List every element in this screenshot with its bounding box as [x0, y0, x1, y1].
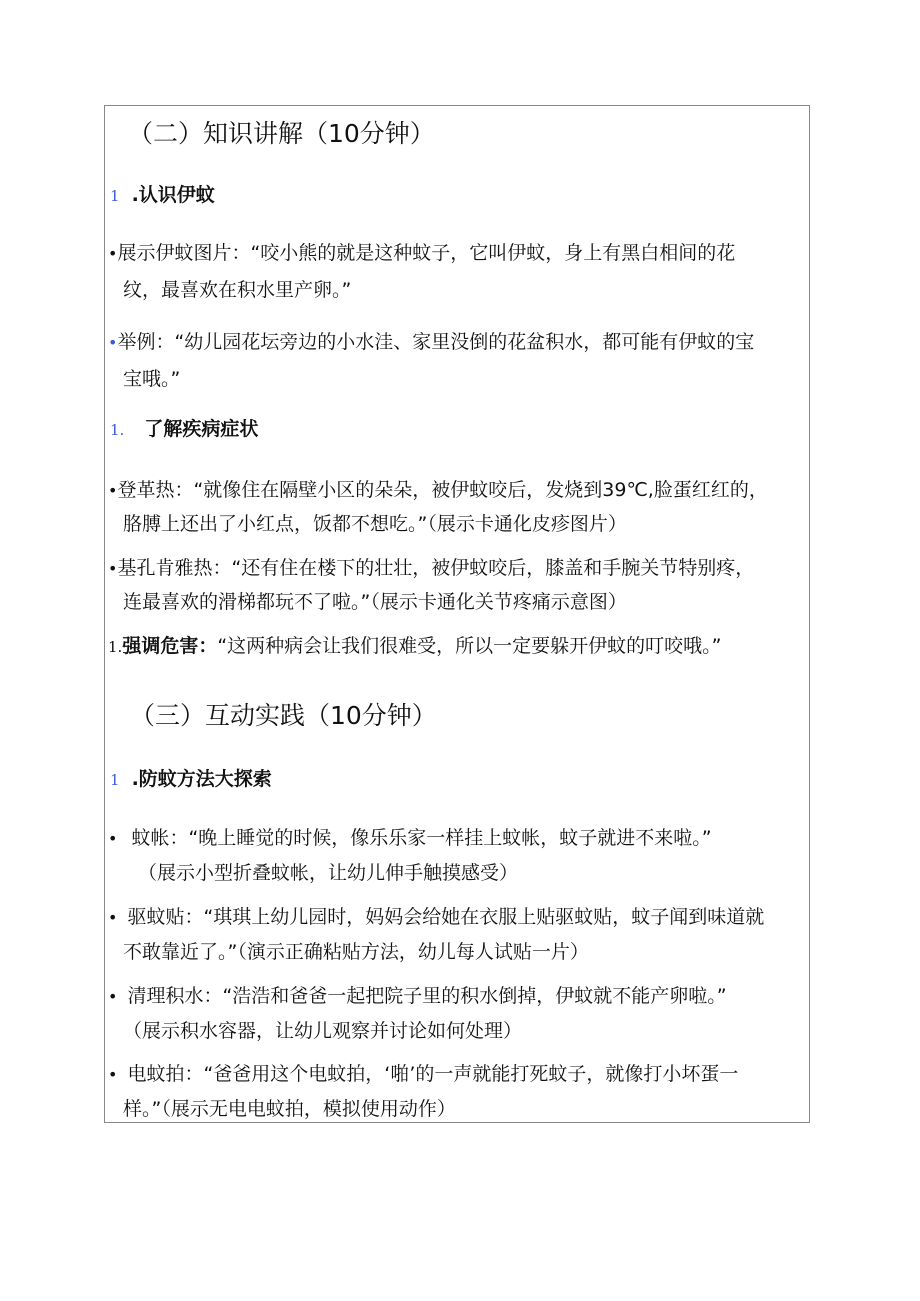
- bullet: •: [108, 559, 118, 578]
- list-item-continuation: （展示小型折叠蚊帐，让幼儿伸手触摸感受）: [138, 862, 519, 884]
- list-number: 1: [110, 187, 120, 205]
- list-item-continuation: 样。”（展示无电电蚊拍，模拟使用动作）: [123, 1098, 456, 1120]
- bullet: •: [108, 333, 118, 352]
- subheading-recognize-aedes: [110, 183, 215, 208]
- list-number: 1.: [108, 638, 123, 656]
- bullet: •: [108, 987, 118, 1006]
- list-item-text: 举例：“幼儿园花坛旁边的小水洼、家里没倒的花盆积水，都可能有伊蚊的宝: [117, 331, 755, 353]
- bullet: •: [108, 1065, 118, 1084]
- section-3-title: （三）互动实践（10分钟）: [130, 701, 437, 730]
- list-item: [108, 984, 727, 1009]
- subheading-label: 了解疾病症状: [144, 418, 259, 440]
- list-item: [108, 478, 768, 503]
- emphasis-label: 强调危害：: [122, 635, 218, 657]
- list-item-continuation: 不敢靠近了。”（演示正确粘贴方法，幼儿每人试贴一片）: [123, 941, 589, 963]
- list-item: [108, 241, 735, 266]
- list-item-text: 展示伊蚊图片：“咬小熊的就是这种蚊子，它叫伊蚊，身上有黑白相间的花: [117, 242, 736, 264]
- bullet: •: [108, 908, 118, 927]
- list-item-continuation: 宝哦。”: [123, 368, 181, 390]
- subheading-label: .防蚊方法大探索: [131, 768, 272, 790]
- list-item-text: 基孔肯雅热：“还有住在楼下的壮壮，被伊蚊咬后，膝盖和手腕关节特别疼，: [117, 557, 755, 579]
- list-item: [108, 1062, 738, 1087]
- list-item-continuation: 连最喜欢的滑梯都玩不了啦。”（展示卡通化关节疼痛示意图）: [123, 591, 627, 613]
- subheading-label: .认识伊蚊: [131, 184, 215, 206]
- list-item-continuation: 纹，最喜欢在积水里产卵。”: [123, 279, 352, 301]
- list-number: 1.: [110, 421, 125, 439]
- list-item-continuation: 胳膊上还出了小红点，饭都不想吃。”（展示卡通化皮疹图片）: [123, 513, 627, 535]
- list-item: [108, 330, 754, 355]
- subheading-prevention-methods: [110, 767, 272, 792]
- bullet: •: [108, 829, 118, 848]
- list-item-text: 驱蚊贴：“琪琪上幼儿园时，妈妈会给她在衣服上贴驱蚊贴，蚊子闻到味道就: [127, 906, 765, 928]
- section-2-title: （二）知识讲解（10分钟）: [128, 119, 435, 148]
- bullet: •: [108, 244, 118, 263]
- list-number: 1: [110, 771, 120, 789]
- list-item-text: 电蚊拍：“爸爸用这个电蚊拍，‘啪’的一声就能打死蚊子，就像打小坏蛋一: [127, 1063, 739, 1085]
- emphasis-item: [108, 634, 722, 659]
- subheading-disease-symptoms: [110, 417, 258, 442]
- emphasis-text: “这两种病会让我们很难受，所以一定要躲开伊蚊的叮咬哦。”: [217, 635, 722, 657]
- list-item-text: 登革热：“就像住在隔壁小区的朵朵，被伊蚊咬后，发烧到39℃,脸蛋红红的，: [117, 479, 768, 501]
- bullet: •: [108, 481, 118, 500]
- list-item: [108, 826, 712, 851]
- list-item: [108, 556, 754, 581]
- list-item-text: 蚊帐：“晚上睡觉的时候，像乐乐家一样挂上蚊帐，蚊子就进不来啦。”: [131, 827, 712, 849]
- list-item-text: 清理积水：“浩浩和爸爸一起把院子里的积水倒掉，伊蚊就不能产卵啦。”: [127, 985, 727, 1007]
- list-item: [108, 905, 764, 930]
- list-item-continuation: （展示积水容器，让幼儿观察并讨论如何处理）: [123, 1020, 523, 1042]
